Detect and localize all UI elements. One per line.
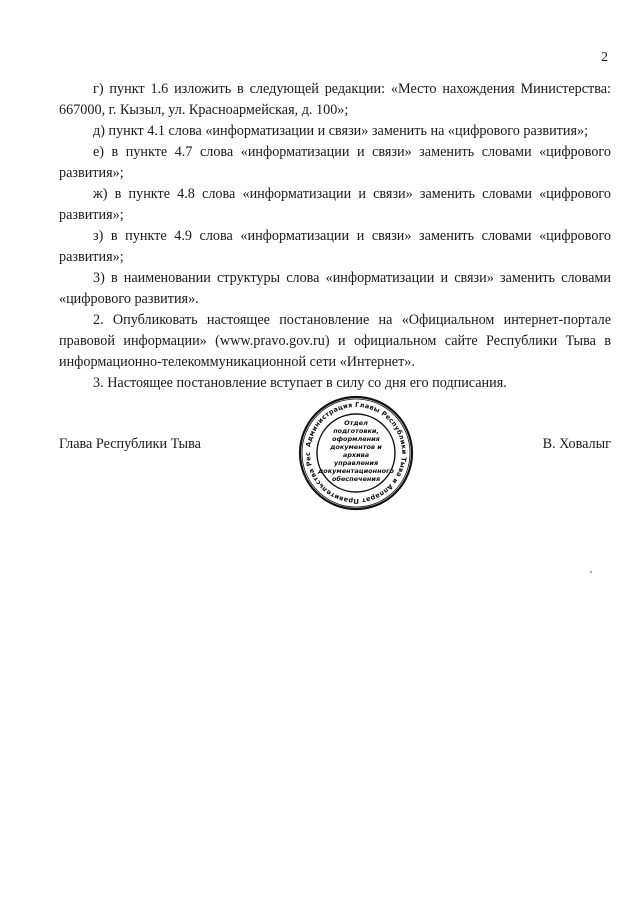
official-stamp	[298, 395, 414, 511]
paragraph-item-zh: ж) в пункте 4.8 слова «информатизации и связи» заменить словами «цифрового развития»;	[59, 186, 611, 223]
page-number: 2	[601, 50, 608, 65]
signer-title: Глава Республики Тыва	[59, 436, 201, 452]
stamp-line: оформления	[332, 435, 380, 443]
stamp-line: Отдел	[344, 419, 368, 427]
paragraph-publish: 2. Опубликовать настоящее постановление на «Официальном интернет-портале правовой информации» (www.pravo.gov.ru) и официальном сайте Республики Тыва в информационно-телекоммуникационной сети «Интернет».	[59, 312, 611, 370]
stamp-line: документов и архива	[330, 443, 382, 459]
stamp-line: документационного	[318, 467, 394, 475]
stamp-line: обеспечения	[331, 475, 381, 483]
stamp-center-text	[318, 419, 394, 483]
paragraph-item-3: 3) в наименовании структуры слова «информатизации и связи» заменить словами «цифрового развития».	[59, 270, 611, 307]
stamp-ring-text: Администрация Главы Республики Тыва и Аппарат Правительства Рес	[303, 400, 409, 506]
paragraph-item-z: з) в пункте 4.9 слова «информатизации и связи» заменить словами «цифрового развития»;	[59, 228, 611, 265]
paragraph-effective: 3. Настоящее постановление вступает в силу со дня его подписания.	[93, 375, 507, 391]
paragraph-item-e: е) в пункте 4.7 слова «информатизации и связи» заменить словами «цифрового развития»;	[59, 144, 611, 181]
stamp-line: управления	[333, 459, 379, 467]
paragraph-item-g: г) пункт 1.6 изложить в следующей редакции: «Место нахождения Министерства: 667000, г. Кызыл, ул. Красноармейская, д. 100»;	[59, 81, 611, 118]
signer-name: В. Ховалыг	[542, 436, 611, 452]
stamp-line: подготовки,	[333, 427, 379, 435]
document-body	[59, 79, 611, 394]
scan-speck	[590, 571, 592, 573]
paragraph-item-d: д) пункт 4.1 слова «информатизации и связи» заменить на «цифрового развития»;	[93, 123, 589, 139]
